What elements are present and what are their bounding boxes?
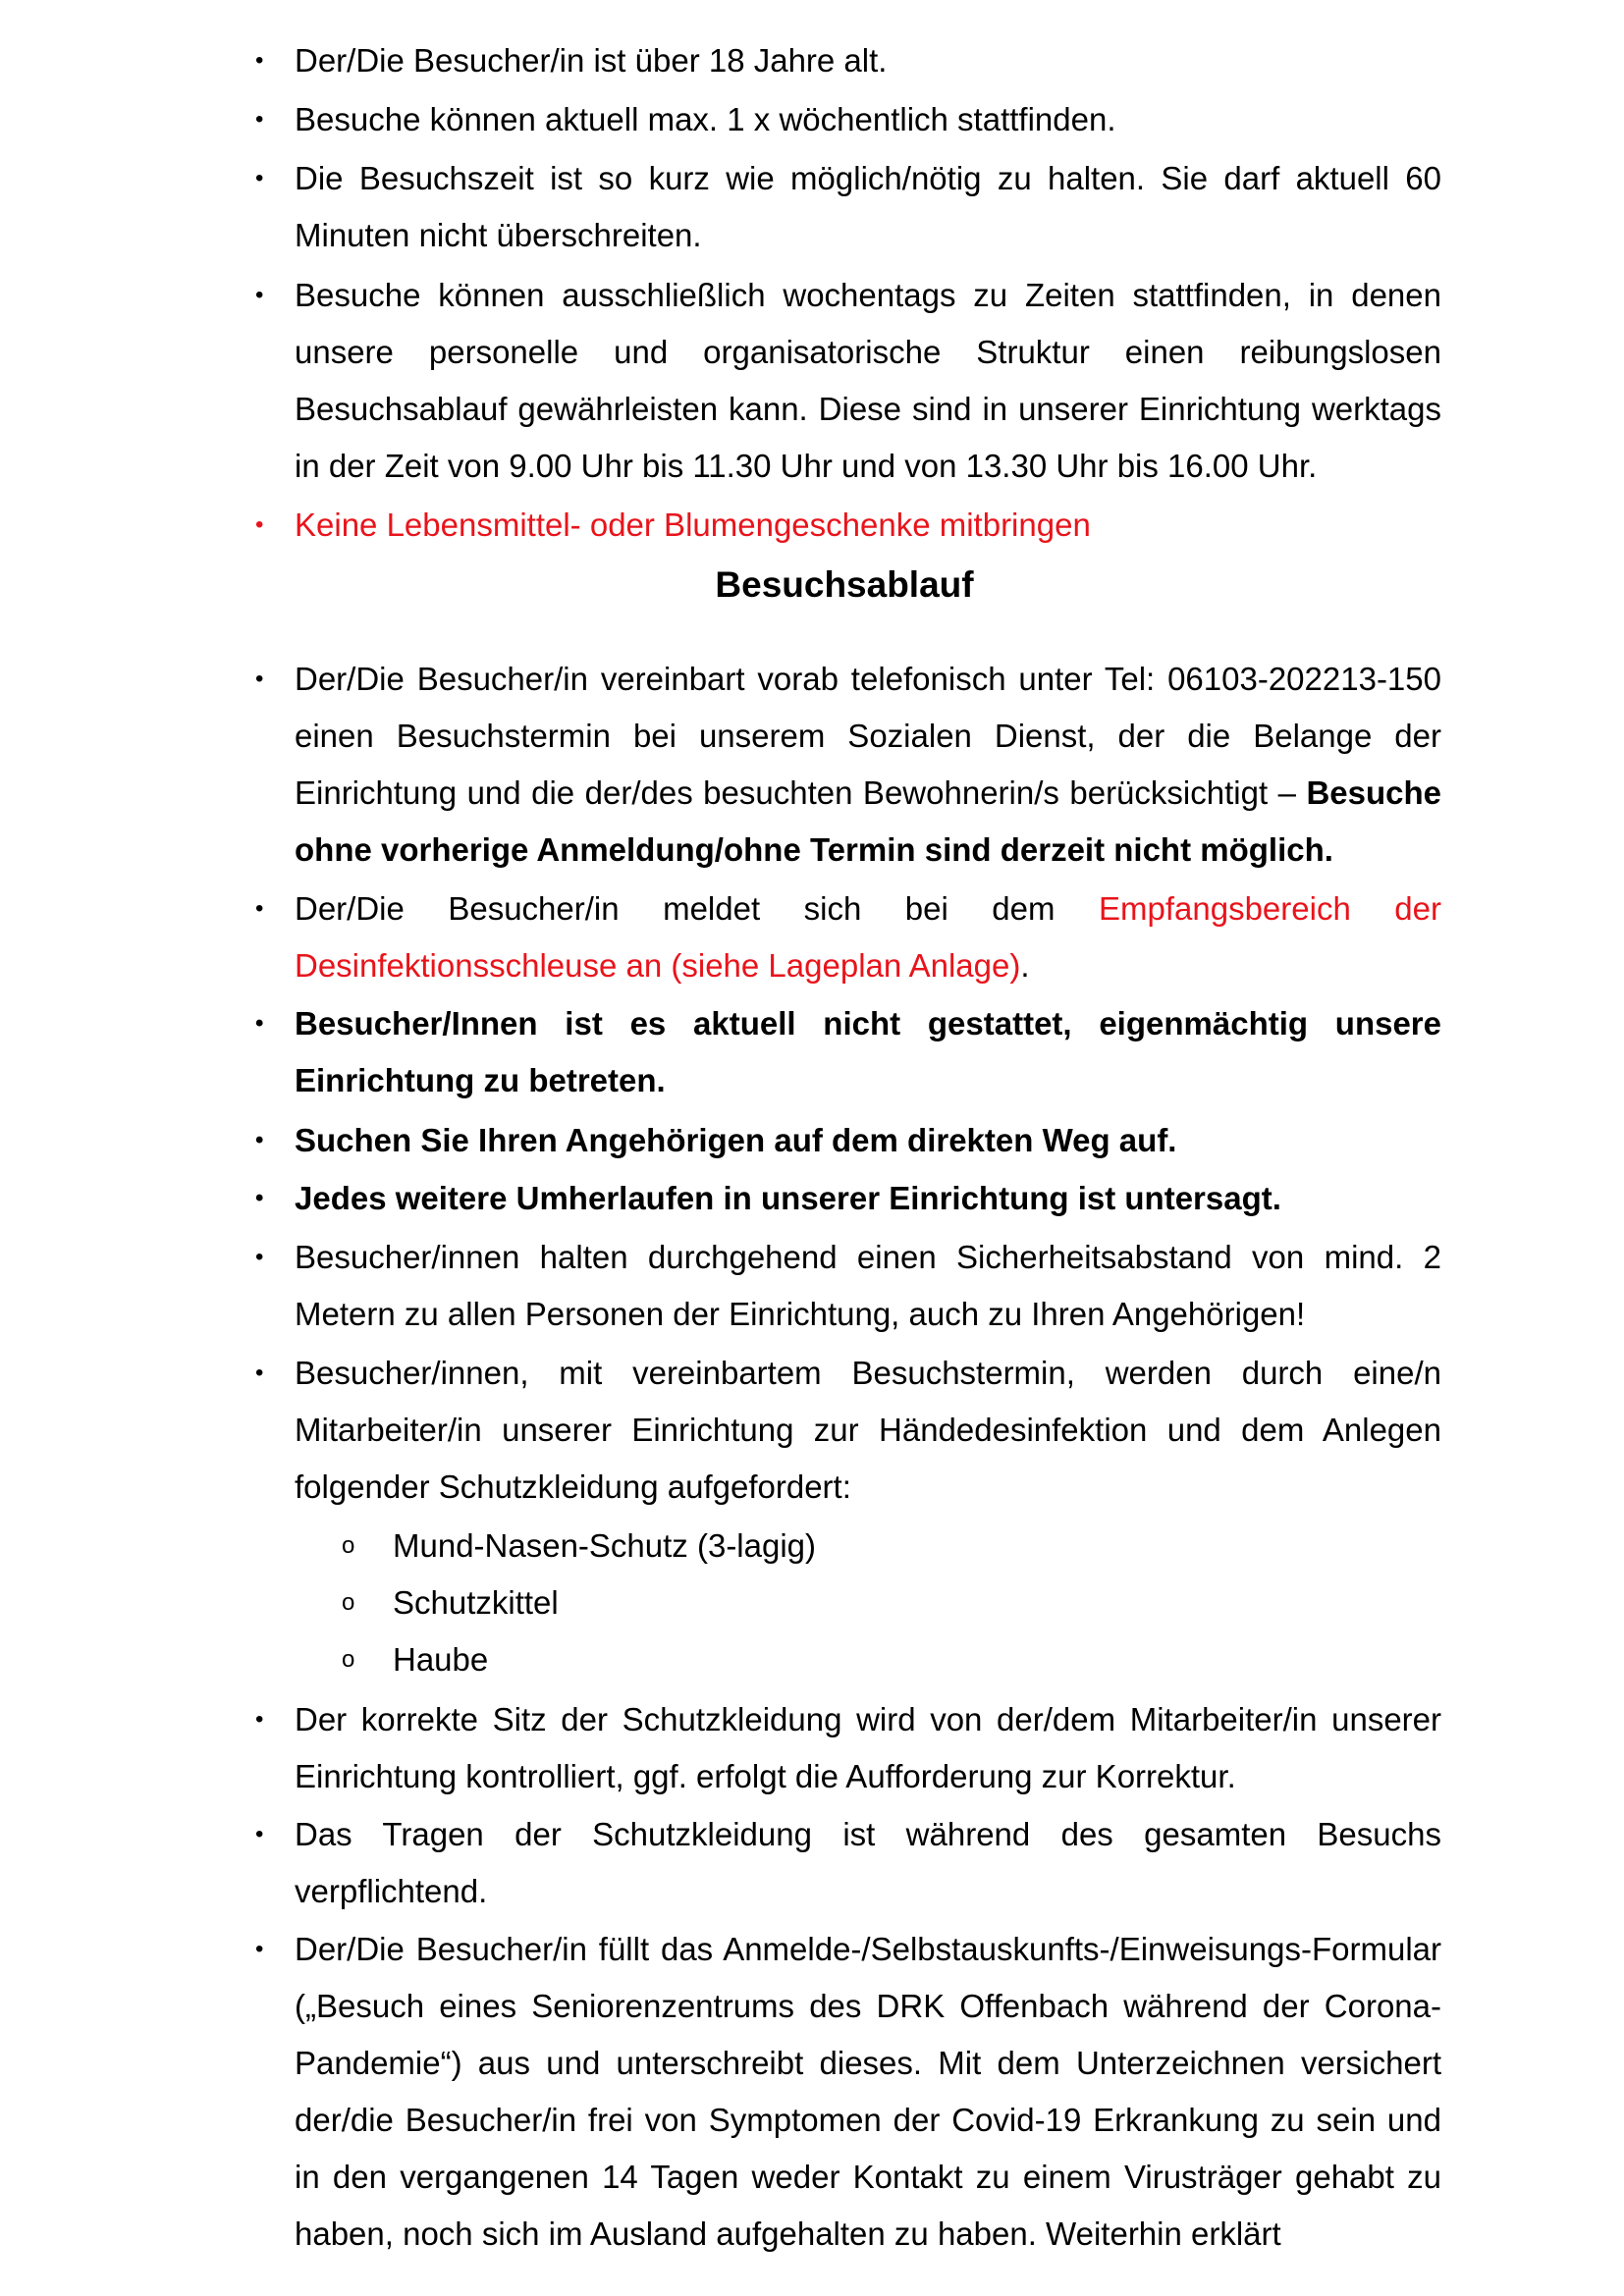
list-item-text: Die Besuchszeit ist so kurz wie möglich/nötig zu halten. Sie darf aktuell 60 Minuten nicht überschreiten. [295, 160, 1441, 253]
bullet-icon: • [255, 47, 264, 74]
bullet-icon: • [255, 511, 264, 538]
list-item-text: Der/Die Besucher/in vereinbart vorab telefonisch unter Tel: 06103-202213-150 einen Besuchstermin bei unserem Sozialen Dienst, der die Belange der Einrichtung und die der/des besuchten Bewohnerin/s berücksichtigt – [295, 661, 1441, 811]
sub-list-item [342, 1575, 559, 1631]
list-item-text: Suchen Sie Ihren Angehörigen auf dem direkten Weg auf. [295, 1122, 1177, 1158]
list-item-text: Besucher/Innen ist es aktuell nicht gestattet, eigenmächtig unsere Einrichtung zu betreten. [295, 1005, 1441, 1098]
list-item [255, 881, 1441, 994]
bullet-icon: • [255, 1936, 264, 1962]
circle-bullet-icon: o [342, 1589, 355, 1616]
bullet-icon: • [255, 1185, 264, 1211]
sub-list-item [342, 1631, 489, 1688]
list-item-bold-text: Besuche ohne vorherige Anmeldung/ohne Termin sind derzeit nicht möglich. [295, 774, 1441, 868]
list-item [255, 1921, 1441, 2263]
bullet-icon: • [255, 1821, 264, 1847]
bullet-icon: • [255, 1244, 264, 1270]
list-item-text: Besucher/innen, mit vereinbartem Besuchstermin, werden durch eine/n Mitarbeiter/in unserer Einrichtung zur Händedesinfektion und dem Anlegen folgender Schutzkleidung aufgefordert: [295, 1355, 1441, 1505]
section-heading: Besuchsablauf [715, 564, 974, 605]
bullet-icon: • [255, 1127, 264, 1153]
list-item-text: Besucher/innen halten durchgehend einen Sicherheitsabstand von mind. 2 Metern zu allen Personen der Einrichtung, auch zu Ihren Angehörigen! [295, 1239, 1441, 1332]
list-item-text: Das Tragen der Schutzkleidung ist während des gesamten Besuchs verpflichtend. [295, 1816, 1441, 1909]
list-item [255, 1112, 1441, 1169]
list-item-text: Der/Die Besucher/in meldet sich bei dem [295, 890, 1099, 927]
list-item-warning [255, 497, 1441, 554]
list-item [255, 150, 1441, 264]
circle-bullet-icon: o [342, 1646, 355, 1673]
list-item-text: Besuche können aktuell max. 1 x wöchentlich stattfinden. [295, 101, 1116, 137]
list-item [255, 91, 1441, 148]
list-item [255, 32, 1441, 89]
list-item-text: Der korrekte Sitz der Schutzkleidung wird von der/dem Mitarbeiter/in unserer Einrichtung kontrolliert, ggf. erfolgt die Aufforderung zur Korrektur. [295, 1701, 1441, 1794]
bullet-icon: • [255, 895, 264, 922]
sub-list-item-text: Schutzkittel [393, 1584, 559, 1621]
list-item-text: Jedes weitere Umherlaufen in unserer Einrichtung ist untersagt. [295, 1180, 1281, 1216]
bullet-icon: • [255, 1706, 264, 1733]
sub-list-item-text: Mund-Nasen-Schutz (3-lagig) [393, 1527, 817, 1564]
list-item-text: Der/Die Besucher/in ist über 18 Jahre alt. [295, 42, 888, 79]
bullet-icon: • [255, 106, 264, 133]
list-item-red-text: Empfangsbereich der Desinfektionsschleuse an (siehe Lageplan Anlage) [295, 890, 1441, 984]
bullet-icon: • [255, 666, 264, 692]
list-item [255, 1806, 1441, 1920]
list-item [255, 651, 1441, 879]
list-item [255, 1170, 1441, 1227]
list-item [255, 267, 1441, 495]
list-item [255, 1691, 1441, 1805]
bullet-icon: • [255, 1360, 264, 1386]
list-item-text: Keine Lebensmittel- oder Blumengeschenke mitbringen [295, 507, 1091, 543]
list-item [255, 1229, 1441, 1343]
sub-list-item-text: Haube [393, 1641, 489, 1678]
sub-list-item [342, 1518, 817, 1575]
list-item-text: Der/Die Besucher/in füllt das Anmelde-/Selbstauskunfts-/Einweisungs-Formular („Besuch eines Seniorenzentrums des DRK Offenbach während der Corona-Pandemie“) aus und unterschreibt dieses. Mit dem Unterzeichnen versichert der/die Besucher/in frei von Symptomen der Covid-19 Erkrankung zu sein und in den vergangenen 14 Tagen weder Kontakt zu einem Virusträger gehabt zu haben, noch sich im Ausland aufgehalten zu haben. Weiterhin erklärt [295, 1931, 1441, 2252]
list-item [255, 1345, 1441, 1516]
circle-bullet-icon: o [342, 1532, 355, 1559]
bullet-icon: • [255, 1010, 264, 1037]
list-item-text-end: . [1020, 947, 1030, 984]
list-item [255, 995, 1441, 1109]
bullet-icon: • [255, 165, 264, 191]
list-item-text: Besuche können ausschließlich wochentags zu Zeiten stattfinden, in denen unsere personelle und organisatorische Struktur einen reibungslosen Besuchsablauf gewährleisten kann. Diese sind in unserer Einrichtung werktags in der Zeit von 9.00 Uhr bis 11.30 Uhr und von 13.30 Uhr bis 16.00 Uhr. [295, 277, 1441, 484]
bullet-icon: • [255, 282, 264, 308]
